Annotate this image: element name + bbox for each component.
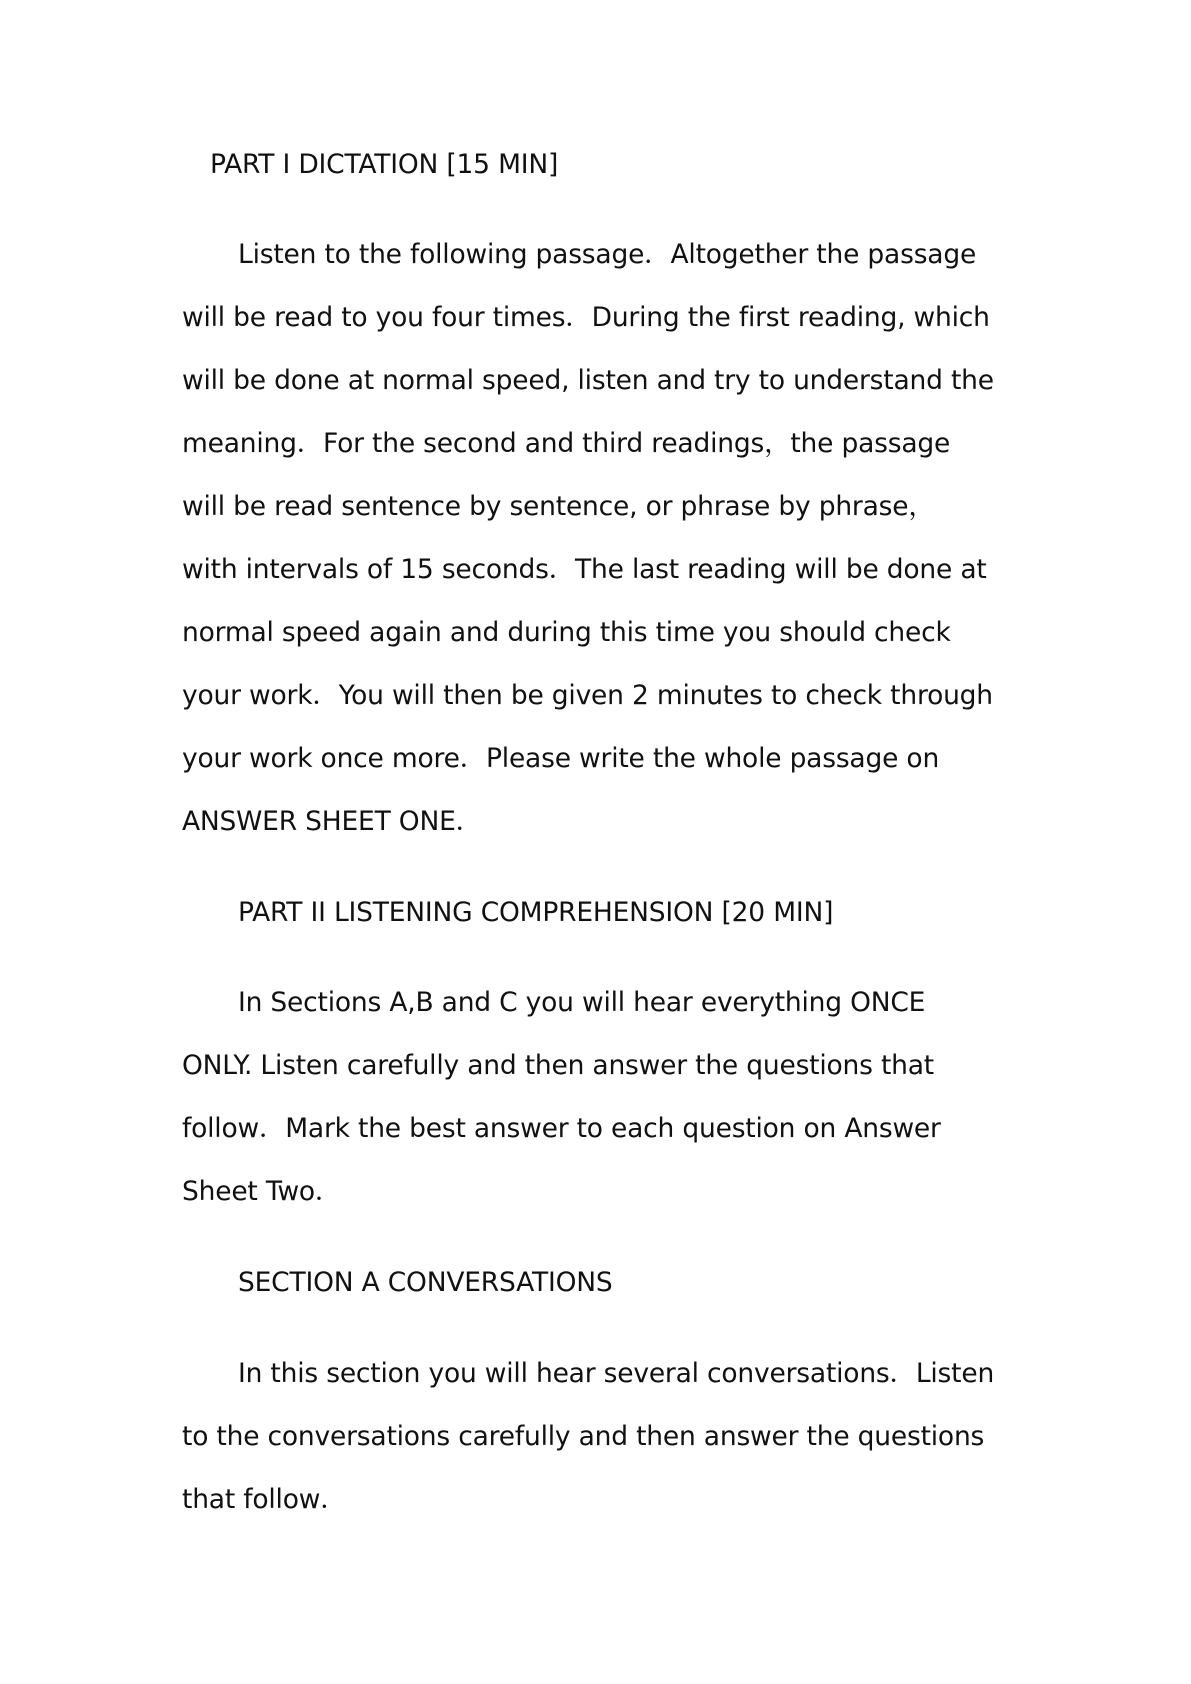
paragraph-line: follow．Mark the best answer to each question on Answer bbox=[182, 1113, 941, 1144]
paragraph-line: will be read sentence by sentence, or phrase by phrase， bbox=[182, 491, 935, 522]
paragraph-line: normal speed again and during this time you should check bbox=[182, 617, 951, 648]
paragraph-line: Listen to the following passage．Altogether the passage bbox=[238, 239, 977, 270]
part2-heading: PART II LISTENING COMPREHENSION [20 MIN] bbox=[238, 897, 834, 928]
paragraph-line: your work once more．Please write the whole passage on bbox=[182, 743, 940, 774]
paragraph-line: with intervals of 15 seconds．The last reading will be done at bbox=[182, 554, 987, 585]
paragraph-line: will be read to you four times．During the first reading, which bbox=[182, 302, 990, 333]
paragraph-line: to the conversations carefully and then answer the questions bbox=[182, 1421, 985, 1452]
paragraph-line: Sheet Two． bbox=[182, 1176, 342, 1207]
paragraph-line: ANSWER SHEET ONE． bbox=[182, 806, 482, 837]
paragraph-line: In this section you will hear several conversations．Listen bbox=[238, 1358, 995, 1389]
paragraph-line: that follow． bbox=[182, 1484, 347, 1515]
part1-heading: PART I DICTATION [15 MIN] bbox=[210, 149, 559, 180]
paragraph-line: will be done at normal speed, listen and try to understand the bbox=[182, 365, 994, 396]
paragraph-line: your work．You will then be given 2 minutes to check through bbox=[182, 680, 993, 711]
paragraph-line: In Sections A,B and C you will hear everything ONCE bbox=[238, 987, 926, 1018]
paragraph-line: meaning．For the second and third readings，the passage bbox=[182, 428, 951, 459]
paragraph-line: ONLY. Listen carefully and then answer the questions that bbox=[182, 1050, 934, 1081]
section-a-heading: SECTION A CONVERSATIONS bbox=[238, 1267, 613, 1298]
